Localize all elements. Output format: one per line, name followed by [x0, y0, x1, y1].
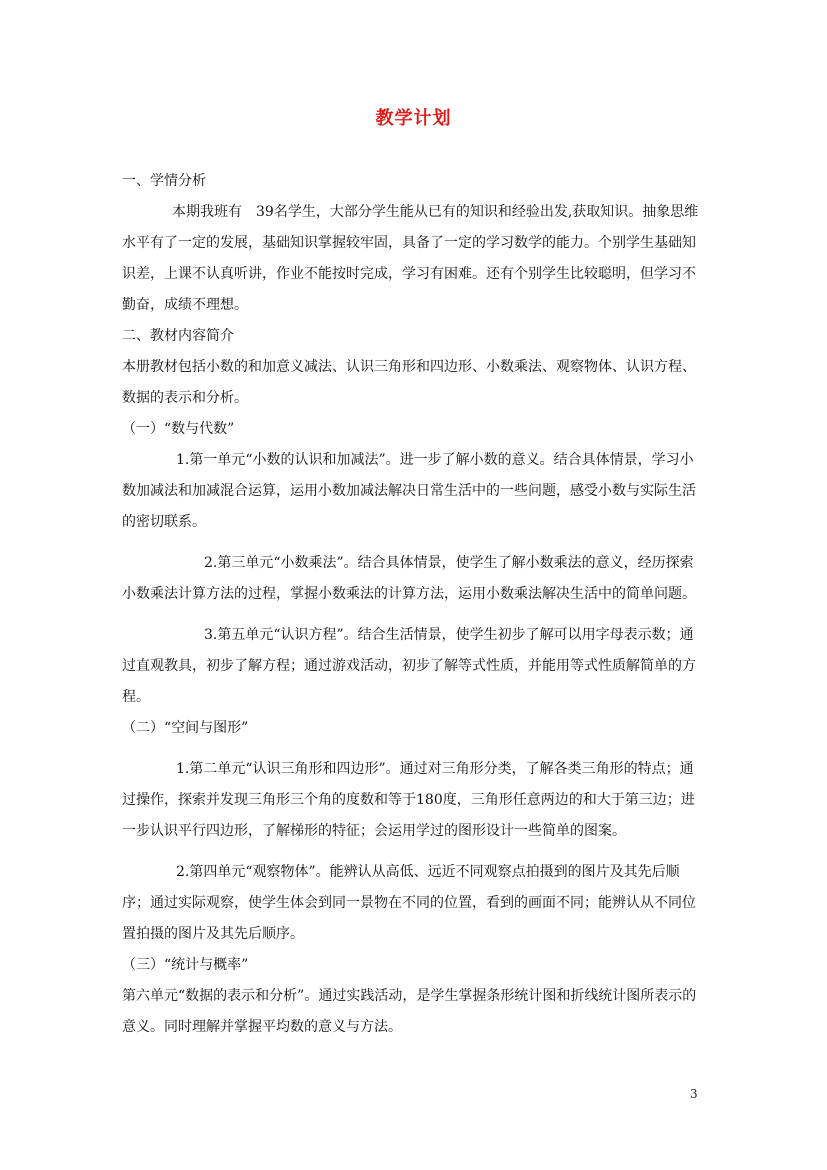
paragraph-textbook-intro: 本册教材包括小数的和加意义减法、认识三角形和四边形、小数乘法、观察物体、认识方程、数据的表示和分析。 [122, 359, 696, 406]
page-number: 3 [690, 1087, 698, 1101]
paragraph-student-analysis: 本期我班有 39名学生，大部分学生能从已有的知识和经验出发,获取知识。抽象思维水平有了一定的发展，基础知识掌握较牢固，具备了一定的学习数学的能力。个别学生基础知识差，上课不认真听讲，作业不能按时完成，学习有困难。还有个别学生比较聪明，但学习不勤奋，成绩不理想。 [122, 204, 699, 313]
list-item-unit-5: 3.第五单元“认识方程”。结合生活情景，使学生初步了解可以用字母表示数；通过直观教具，初步了解方程；通过游戏活动，初步了解等式性质，并能用等式性质解简单的方程。 [122, 627, 696, 705]
section-heading-textbook-intro: 二、教材内容简介 [122, 328, 234, 344]
list-item-unit-1: 1.第一单元“小数的认识和加减法”。进一步了解小数的意义。结合具体情景，学习小数加减法和加减混合运算，运用小数加减法解决日常生活中的一些问题，感受小数与实际生活的密切联系。 [122, 452, 696, 530]
list-item-unit-2: 1.第二单元“认识三角形和四边形”。通过对三角形分类，了解各类三角形的特点；通过操作，探索并发现三角形三个角的度数和等于180度，三角形任意两边的和大于第三边；进一步认识平行四边形，了解梯形的特征；会运用学过的图形设计一些简单的图案。 [122, 761, 695, 839]
paragraph-unit-6: 第六单元“数据的表示和分析”。通过实践活动，是学生掌握条形统计图和折线统计图所表示的意义。同时理解并掌握平均数的意义与方法。 [122, 988, 697, 1035]
subsection-heading-number-algebra: （一）“数与代数” [122, 421, 235, 437]
document-body [122, 166, 707, 1043]
list-item-unit-3: 2.第三单元“小数乘法”。结合具体情景，使学生了解小数乘法的意义，经历探索小数乘法计算方法的过程，掌握小数乘法的计算方法，运用小数乘法解决生活中的简单问题。 [122, 555, 696, 602]
page-title: 教学计划 [375, 108, 452, 129]
subsection-heading-space-shapes: （二）“空间与图形” [122, 720, 249, 736]
section-heading-student-analysis: 一、学情分析 [122, 173, 206, 189]
list-item-unit-4: 2.第四单元“观察物体”。能辨认从高低、远近不同观察点拍摄到的图片及其先后顺序；通过实际观察，使学生体会到同一景物在不同的位置，看到的画面不同；能辨认从不同位置拍摄的图片及其先后顺序。 [122, 864, 696, 942]
subsection-heading-statistics: （三）“统计与概率” [122, 957, 249, 973]
